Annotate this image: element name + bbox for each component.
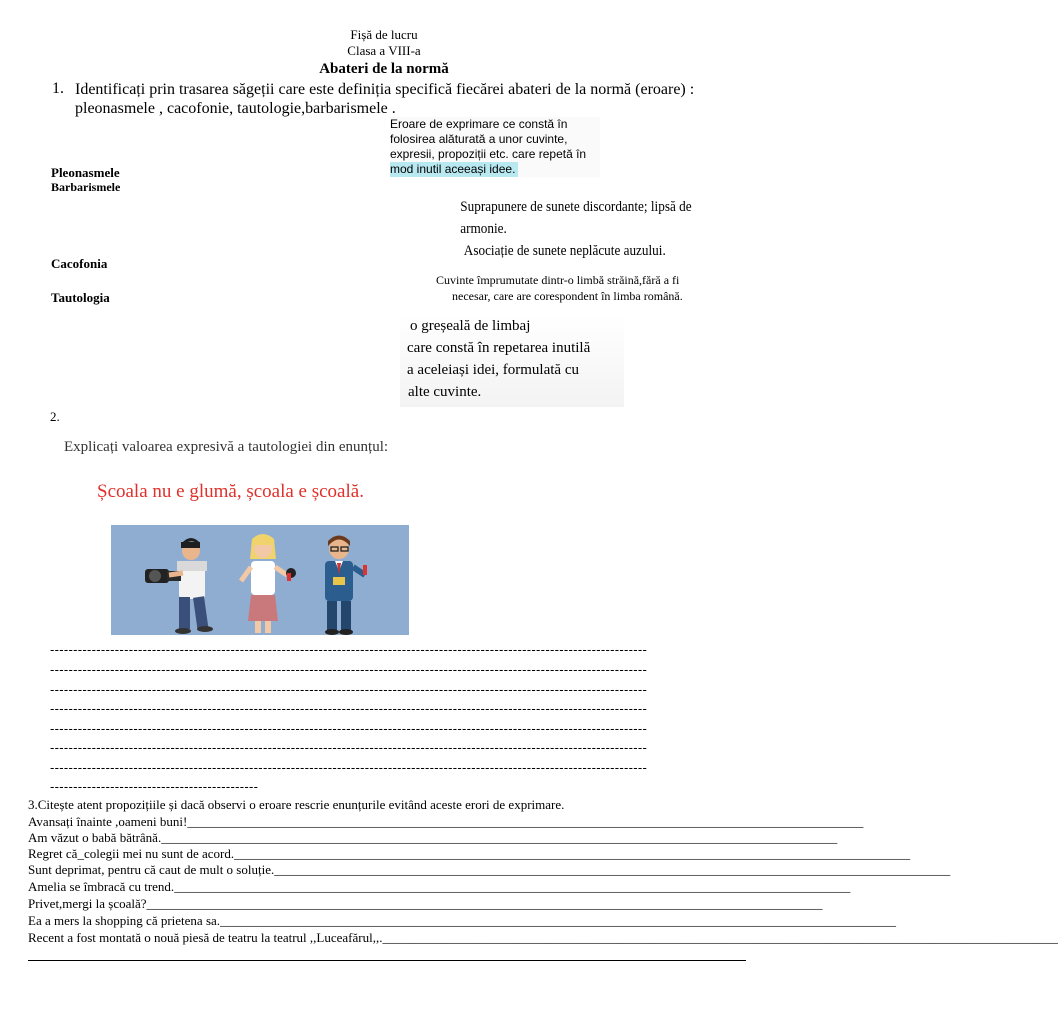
reporters-image [111,525,409,635]
task1-instruction: Identificați prin trasarea săgeții care este definiția specifică fiecărei abateri de la normă (eroare) : pleonasmele , cacofonie, tautologie,barbarismele . [75,81,695,117]
definition-line: Suprapunere de sunete discordante; lipsă de [460,199,692,215]
task2-instruction: Explicați valoarea expresivă a tautologiei din enunțul: [64,439,389,455]
term-tautologie: Tautologia [51,290,110,305]
exercise-sentence: Regret că_colegii mei nu sunt de acord. [28,846,235,861]
exercise-sentence: Privet,mergi la școală? [28,896,147,911]
class-label: Clasa a VIII-a [347,43,421,58]
term-pleonasm: Pleonasmele [51,165,120,180]
answer-blank[interactable]: ________________________________________________________________________________________________________ [274,862,951,877]
definition-pleonasm[interactable] [390,117,600,177]
task1-number: 1. [52,80,64,97]
answer-line[interactable]: --------------------------------------------------------------------------------------------------------------------------------- [50,682,648,697]
reporters-illustration [111,525,409,635]
answer-blank[interactable]: ________________________________________________________________________________________________________ [161,830,838,845]
exercise-sentence: Sunt deprimat, pentru că caut de mult o soluție. [28,862,275,877]
answer-blank[interactable]: ________________________________________________________________________________________________________ [382,930,1058,945]
exercise-sentence: Avansați înainte ,oameni buni! [28,814,188,829]
exercise-row[interactable] [28,896,823,912]
exercise-row[interactable] [28,879,851,895]
definition-line: Cuvinte împrumutate dintr-o limbă străină,fără a fi [436,273,680,287]
answer-blank[interactable]: ________________________________________________________________________________________________________ [146,896,823,911]
exercise-sentence: Amelia se îmbracă cu trend. [28,879,175,894]
definition-line: Asociație de sunete neplăcute auzului. [463,243,666,259]
definition-line: alte cuvinte. [408,384,482,400]
definition-line: o greșeală de limbaj [410,318,531,334]
exercise-row[interactable] [28,862,951,878]
exercise-sentence: Recent a fost montată o nouă piesă de teatru la teatrul ,,Luceafărul,,. [28,930,383,945]
term-barbarism: Barbarismele [51,180,121,194]
answer-blank[interactable]: ________________________________________________________________________________________________________ [187,814,864,829]
definition-line: care constă în repetarea inutilă [407,340,591,356]
definition-line: expresii, propoziții etc. care repetă în [390,147,587,161]
exercise-row[interactable] [28,814,864,830]
definition-tautologie[interactable] [400,315,624,407]
task2-number: 2. [50,409,60,424]
reporter-man-figure [325,536,367,636]
tautology-quote: Școala nu e glumă, școala e școală. [97,481,364,502]
exercise-row[interactable] [28,846,911,862]
exercise-sentence: Am văzut o babă bătrână. [28,830,162,845]
answer-line[interactable]: --------------------------------------------------------------------------------------------------------------------------------- [50,760,648,775]
answer-line[interactable]: --------------------------------------------------------------------------------------------------------------------------------- [50,721,648,736]
worksheet-label: Fișă de lucru [350,27,418,42]
definition-line: Eroare de exprimare ce constă în [390,117,568,131]
definition-line: necesar, care are corespondent în limba română. [452,289,683,303]
definition-line: folosirea alăturată a unor cuvinte, [390,132,568,146]
definition-line: armonie. [460,221,507,237]
exercise-row[interactable] [28,830,838,846]
definition-line: a aceleiași idei, formulată cu [407,362,579,378]
answer-blank[interactable]: ________________________________________________________________________________________________________ [234,846,911,861]
answer-blank[interactable]: ________________________________________________________________________________________________________ [174,879,851,894]
definition-cacofonie[interactable] [455,196,692,262]
exercise-sentence: Ea a mers la shopping că prietena sa. [28,913,221,928]
exercise-row[interactable] [28,913,897,929]
answer-line[interactable]: --------------------------------------------------------------------------------------------------------------------------------- [50,740,648,755]
exercise-row[interactable] [28,930,1058,946]
task3-instruction: 3.Citește atent propozițiile și dacă observi o eroare rescrie enunțurile evitând aceste erori de exprimare. [28,797,565,812]
reporter-woman-figure [241,534,296,633]
answer-line[interactable]: --------------------------------------------- [50,779,259,794]
photographer-figure [145,538,213,634]
term-cacofonie: Cacofonia [51,256,108,271]
definition-barbarism[interactable] [436,272,756,304]
definition-line: mod inutil aceeași idee. [390,162,518,177]
page-title: Abateri de la normă [319,61,449,77]
answer-line[interactable]: --------------------------------------------------------------------------------------------------------------------------------- [50,642,648,657]
answer-line[interactable]: --------------------------------------------------------------------------------------------------------------------------------- [50,701,648,716]
answer-blank[interactable]: ________________________________________________________________________________________________________ [220,913,897,928]
final-answer-line[interactable] [28,960,746,961]
answer-line[interactable]: --------------------------------------------------------------------------------------------------------------------------------- [50,662,648,677]
